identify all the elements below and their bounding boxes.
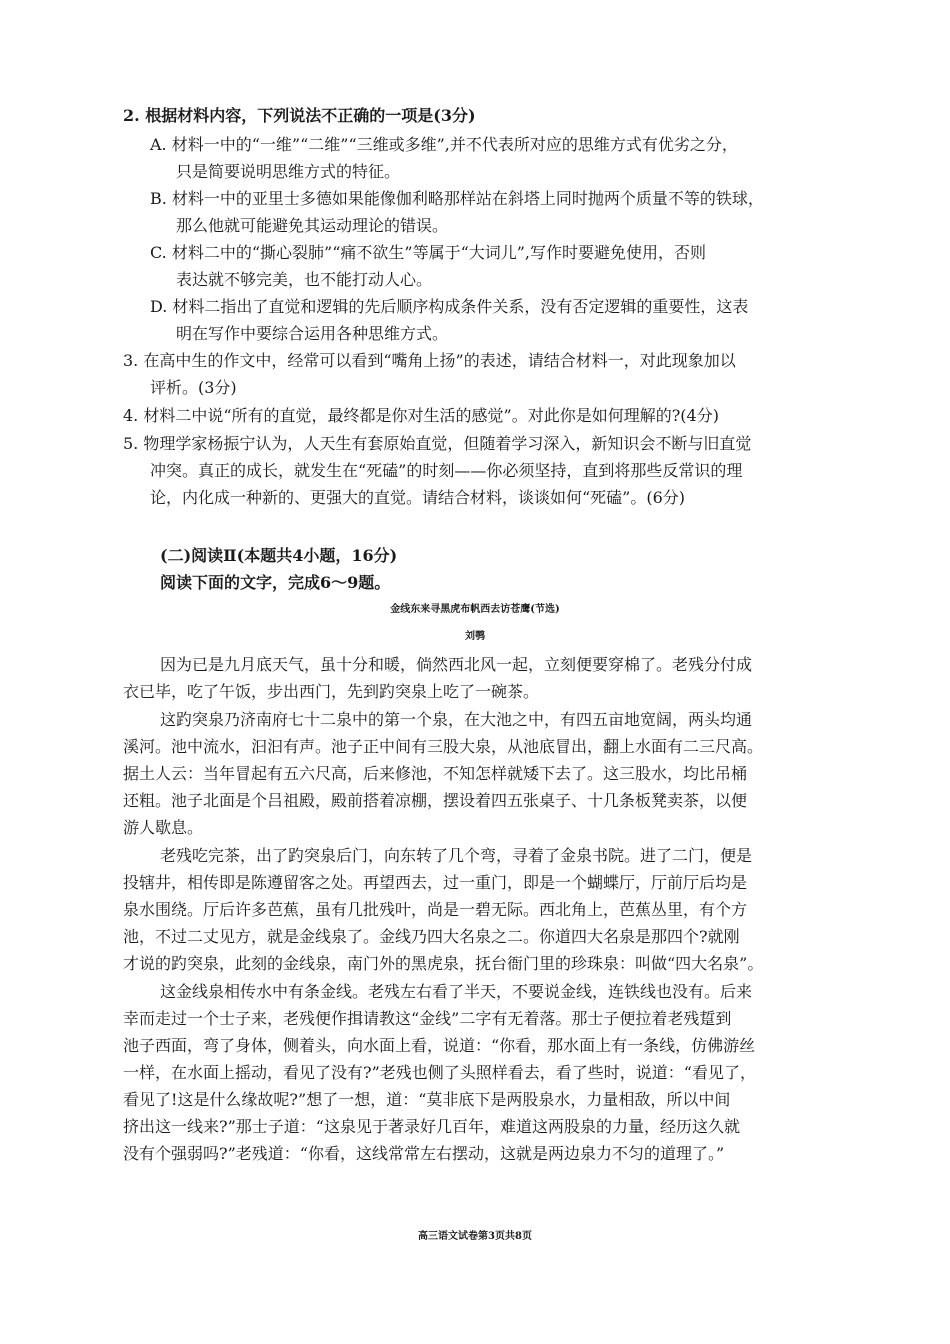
article-title: 金线东来寻黑虎布帆西去访苍鹰(节选)	[390, 604, 560, 615]
article-p4-line-2: 幸而走过一个士子来，老残便作揖请教这“金线”二字有无着落。那士子便拉着老残踅到	[123, 1009, 732, 1028]
article-p3-line-5: 才说的趵突泉，此刻的金线泉，南门外的黑虎泉，抚台衙门里的珍珠泉：叫做“四大名泉”。	[123, 954, 764, 973]
question-4-line-1: 4. 材料二中说“所有的直觉，最终都是你对生活的感觉”。对此你是如何理解的?(4分)	[123, 406, 719, 425]
question-2-option-c-line-1: C. 材料二中的“撕心裂肺”“痛不欲生”等属于“大词儿”,写作时要避免使用，否则	[150, 243, 707, 262]
article-p2-line-2: 溪河。池中流水，汩汩有声。池子正中间有三股大泉，从池底冒出，翻上水面有二三尺高。	[123, 737, 764, 756]
question-3-line-2: 评析。(3分)	[150, 378, 237, 397]
page-footer: 高三语文试卷第3页共8页	[418, 1231, 532, 1242]
article-p4-line-6: 挤出这一线来?”那士子道：“这泉见于著录好几百年，难道这两股泉的力量，经历这久就	[123, 1117, 740, 1136]
article-p4-line-4: 一样，在水面上摇动，看见了没有?”老残也侧了头照样看去，看了些时，说道：“看见了，	[123, 1063, 756, 1082]
article-p3-line-3: 泉水围绕。厅后许多芭蕉，虽有几批残叶，尚是一碧无际。西北角上，芭蕉丛里，有个方	[123, 900, 748, 919]
article-p3-line-2: 投辖井，相传即是陈遵留客之处。再望西去，过一重门，即是一个蝴蝶厅，厅前厅后均是	[123, 873, 748, 892]
article-p1-line-1: 因为已是九月底天气，虽十分和暖，倘然西北风一起，立刻便要穿棉了。老残分付成	[160, 655, 753, 674]
question-5-line-3: 论，内化成一种新的、更强大的直觉。请结合材料，谈谈如何“死磕”。(6分)	[150, 488, 686, 507]
question-2-option-d-line-1: D. 材料二指出了直觉和逻辑的先后顺序构成条件关系，没有否定逻辑的重要性，这表	[150, 297, 749, 316]
question-2-option-b-line-2: 那么他就可能避免其运动理论的错误。	[176, 216, 449, 235]
article-p4-line-3: 池子西面，弯了身体，侧着头，向水面上看，说道：“你看，那水面上有一条线，仿佛游丝	[123, 1036, 756, 1055]
article-p4-line-5: 看见了!这是什么缘故呢?”想了一想，道：“莫非底下是两股泉水，力量相敌，所以中间	[123, 1090, 731, 1109]
section-heading: (二)阅读Ⅱ(本题共4小题，16分)	[160, 546, 398, 565]
article-p2-line-4: 还粗。池子北面是个吕祖殿，殿前搭着凉棚，摆设着四五张桌子、十几条板凳卖茶，以便	[123, 791, 748, 810]
article-p2-line-1: 这趵突泉乃济南府七十二泉中的第一个泉，在大池之中，有四五亩地宽阔，两头均通	[160, 710, 753, 729]
article-p1-line-2: 衣已毕，吃了午饭，步出西门，先到趵突泉上吃了一碗茶。	[123, 682, 540, 701]
question-2-option-b-line-1: B. 材料一中的亚里士多德如果能像伽利略那样站在斜塔上同时抛两个质量不等的铁球，	[150, 189, 764, 208]
question-5-line-1: 5. 物理学家杨振宁认为，人天生有套原始直觉，但随着学习深入，新知识会不断与旧直觉	[123, 434, 752, 453]
question-2-option-c-line-2: 表达就不够完美，也不能打动人心。	[176, 270, 433, 289]
article-p3-line-4: 池，不过二丈见方，就是金线泉了。金线乃四大名泉之二。你道四大名泉是那四个?就刚	[123, 927, 740, 946]
question-3-line-1: 3. 在高中生的作文中，经常可以看到“嘴角上扬”的表述，请结合材料一，对此现象加以	[123, 351, 736, 370]
article-p3-line-1: 老残吃完茶，出了趵突泉后门，向东转了几个弯，寻着了金泉书院。进了二门，便是	[160, 846, 753, 865]
article-p4-line-7: 没有个强弱吗?”老残道：“你看，这线常常左右摆动，这就是两边泉力不匀的道理了。”	[123, 1144, 725, 1163]
article-p4-line-1: 这金线泉相传水中有条金线。老残左右看了半天，不要说金线，连铁线也没有。后来	[160, 982, 753, 1001]
section-instruction: 阅读下面的文字，完成6～9题。	[160, 573, 391, 592]
question-2-option-a-line-2: 只是简要说明思维方式的特征。	[176, 162, 401, 181]
article-p2-line-3: 据土人云：当年冒起有五六尺高，后来修池，不知怎样就矮下去了。这三股水，均比吊桶	[123, 764, 748, 783]
article-p2-line-5: 游人歇息。	[123, 818, 204, 837]
question-2-stem: 2. 根据材料内容，下列说法不正确的一项是(3分)	[123, 106, 476, 125]
question-2-option-d-line-2: 明在写作中要综合运用各种思维方式。	[176, 324, 449, 343]
question-2-option-a-line-1: A. 材料一中的“一维”“二维”“三维或多维”,并不代表所对应的思维方式有优劣之分，	[150, 135, 738, 154]
question-5-line-2: 冲突。真正的成长，就发生在“死磕”的时刻——你必须坚持，直到将那些反常识的理	[150, 461, 743, 480]
article-author: 刘鹗	[465, 631, 485, 642]
